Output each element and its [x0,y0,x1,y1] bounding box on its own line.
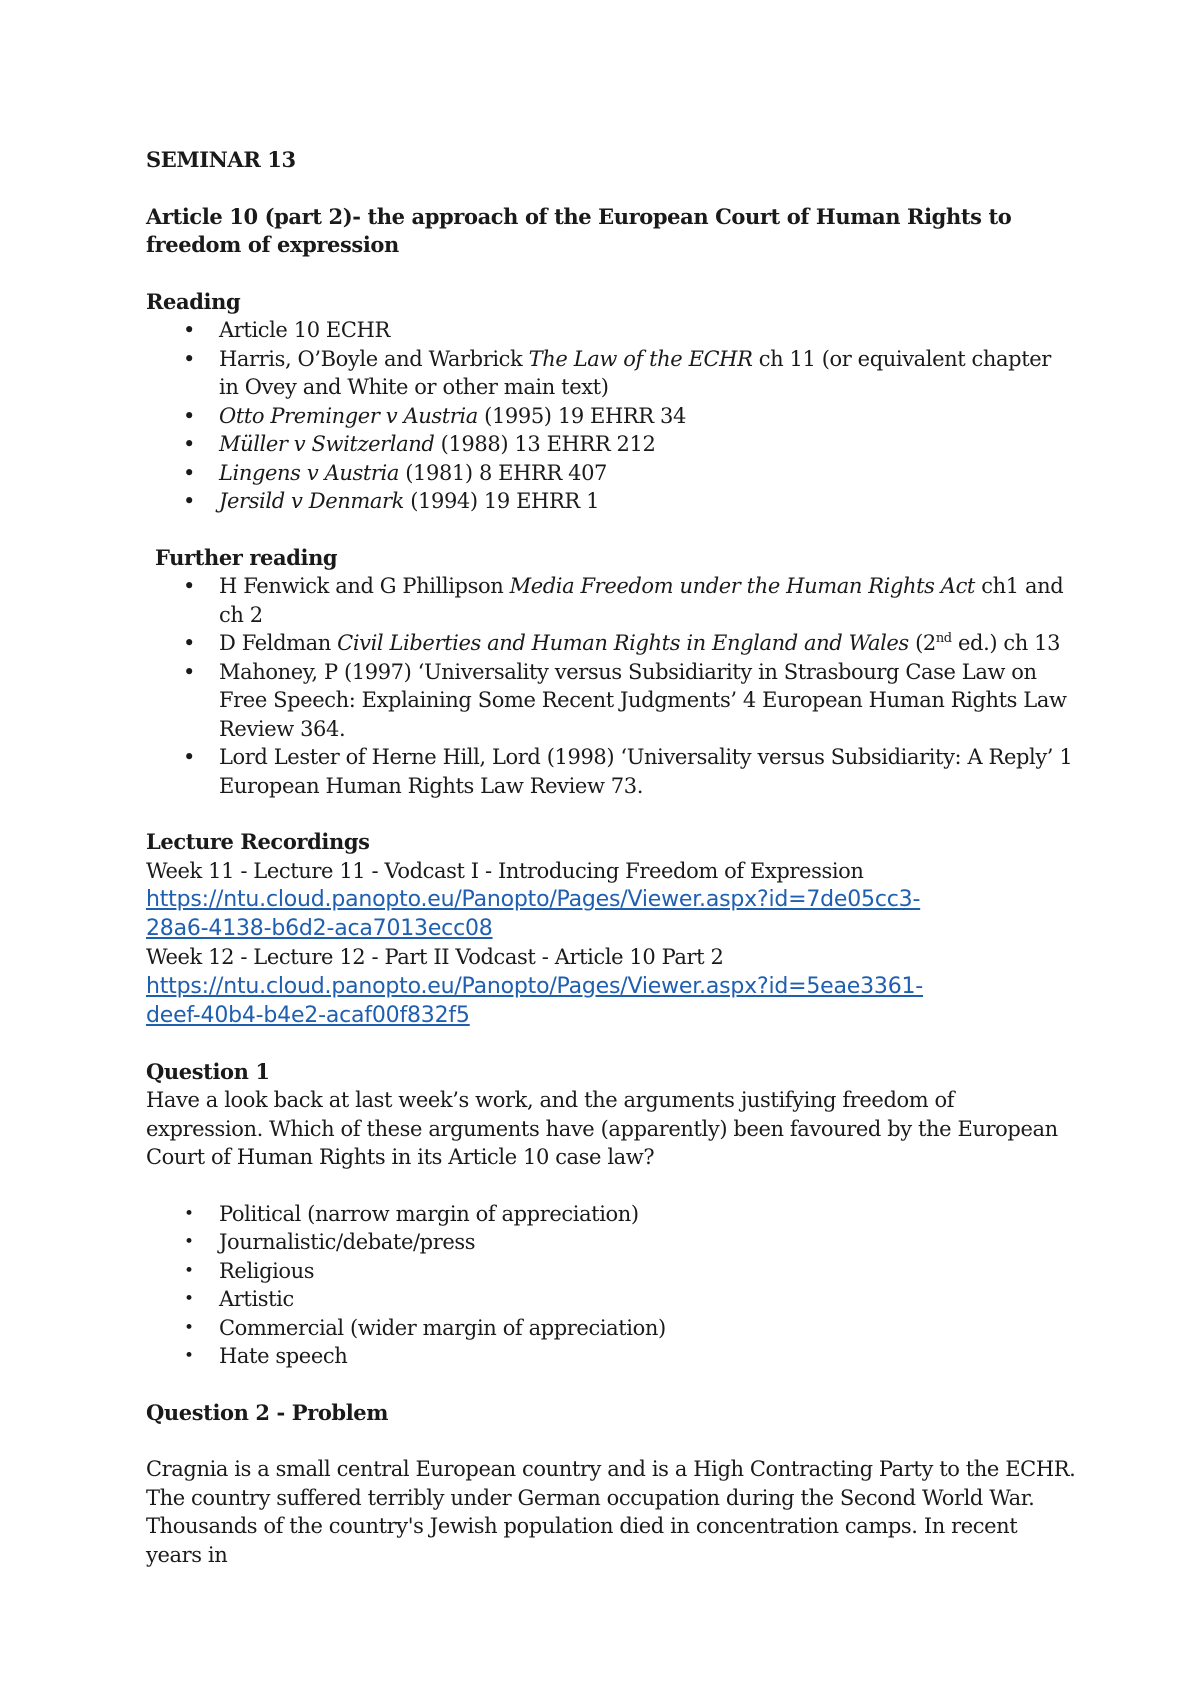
bullet-icon: • [184,1260,194,1281]
bullet-icon: • [184,1317,194,1338]
question1-text: Have a look back at last week’s work, and the arguments justifying freedom of expression. Which of these arguments have (apparently) been favoured by the European Court of Human Rights in its Article 10 case law? [146,1088,1058,1169]
list-item-text: Political (narrow margin of appreciation) [219,1201,639,1226]
bullet-icon: • [184,1203,194,1224]
list-item-pre: Lord Lester of Herne Hill, Lord (1998) ‘Universality versus Subsidiarity: A Reply’ 1 European Human Rights Law Review 73. [219,745,1073,798]
list-item-text: Commercial (wider margin of appreciation) [219,1315,666,1340]
list-item [146,1285,1076,1314]
list-item [146,430,1076,459]
week11-link-line1: https://ntu.cloud.panopto.eu/Panopto/Pages/Viewer.aspx?id=7de05cc3- [146,887,921,912]
list-item-post: ch 11 (or equivalent chapter in Ovey and White or other main text) [219,346,1051,399]
bullet-icon: • [183,745,195,769]
list-item-italic: Civil Liberties and Human Rights in England and Wales [337,631,909,655]
week12-lecture-text: Week 12 - Lecture 12 - Part II Vodcast - Article 10 Part 2 [146,945,724,969]
list-item [146,487,1076,516]
list-item [146,1342,1076,1371]
list-item-post2: ed.) ch 13 [951,631,1061,655]
list-item-italic: Müller v Switzerland [219,432,435,456]
list-item [146,1200,1076,1229]
list-item [146,402,1076,431]
list-item-italic: Media Freedom under the Human Rights Act [509,574,975,598]
list-item [146,316,1076,345]
list-item-italic: Otto Preminger v Austria [219,403,478,428]
bullet-icon: • [183,489,195,513]
list-item [146,572,1076,629]
bullet-icon: • [183,318,195,342]
bullet-icon: • [183,403,195,428]
list-item-italic: The Law of the ECHR [528,346,753,371]
list-item-sup: nd [935,631,952,646]
list-item-pre: H Fenwick and G Phillipson [219,574,510,598]
list-item-text: Artistic [219,1287,294,1311]
question1-heading: Question 1 [146,1058,270,1084]
list-item [146,345,1076,402]
week12-lecture-link[interactable] [146,972,1076,1030]
list-item-post: (1995) 19 EHRR 34 [477,403,686,428]
week11-lecture-link[interactable] [146,885,1076,943]
bullet-icon: • [183,460,195,485]
list-item [146,743,1076,800]
document-subtitle: Article 10 (part 2)- the approach of the European Court of Human Rights to freedom of expression [146,203,1012,257]
list-item-post: (2 [908,631,936,655]
reading-heading: Reading [146,288,241,314]
document-page [146,146,1076,1569]
list-item [146,1228,1076,1257]
list-item-pre: D Feldman [219,631,338,655]
list-item-pre: Harris, O’Boyle and Warbrick [219,346,529,371]
list-item-italic: Lingens v Austria [219,460,399,485]
bullet-icon: • [184,1232,194,1252]
list-item-post: (1988) 13 EHRR 212 [434,432,656,456]
list-item [146,629,1076,658]
lecture-recordings-heading: Lecture Recordings [146,829,370,854]
list-item [146,459,1076,488]
bullet-icon: • [183,659,195,684]
week12-link-line2: deef-40b4-b4e2-acaf00f832f5 [146,1002,470,1028]
bullet-icon: • [183,346,195,371]
list-item [146,1257,1076,1286]
bullet-icon: • [184,1346,194,1366]
question1-list [146,1200,1076,1371]
bullet-icon: • [183,574,195,598]
list-item [146,658,1076,744]
bullet-icon: • [183,432,195,456]
list-item-text: Hate speech [219,1344,348,1368]
week11-lecture-text: Week 11 - Lecture 11 - Vodcast I - Introducing Freedom of Expression [146,858,864,883]
list-item-text: Journalistic/debate/press [219,1230,476,1254]
list-item-post: (1994) 19 EHRR 1 [403,489,600,513]
question2-text: Cragnia is a small central European country and is a High Contracting Party to the ECHR. The country suffered terribly under German occupation during the Second World War. Thousands of the country's Jewish population died in concentration camps. In recent years in [146,1457,1076,1567]
reading-list [146,316,1076,516]
list-item-post: ch1 and ch 2 [219,574,1064,627]
list-item-text: Religious [219,1258,315,1283]
question2-heading: Question 2 - Problem [146,1399,389,1425]
list-item-pre: Article 10 ECHR [219,318,390,342]
bullet-icon: • [183,631,195,655]
seminar-title: SEMINAR 13 [146,147,296,172]
further-reading-list [146,572,1076,800]
list-item-italic: Jersild v Denmark [219,489,404,513]
list-item-pre: Mahoney, P (1997) ‘Universality versus Subsidiarity in Strasbourg Case Law on Free Speech: Explaining Some Recent Judgments’ 4 European Human Rights Law Review 364. [219,659,1067,741]
further-reading-heading: Further reading [155,544,338,570]
week12-link-line1: https://ntu.cloud.panopto.eu/Panopto/Pages/Viewer.aspx?id=5eae3361- [146,973,924,999]
list-item-post: (1981) 8 EHRR 407 [398,460,608,485]
bullet-icon: • [184,1289,194,1309]
list-item [146,1314,1076,1343]
week11-link-line2: 28a6-4138-b6d2-aca7013ecc08 [146,916,493,941]
